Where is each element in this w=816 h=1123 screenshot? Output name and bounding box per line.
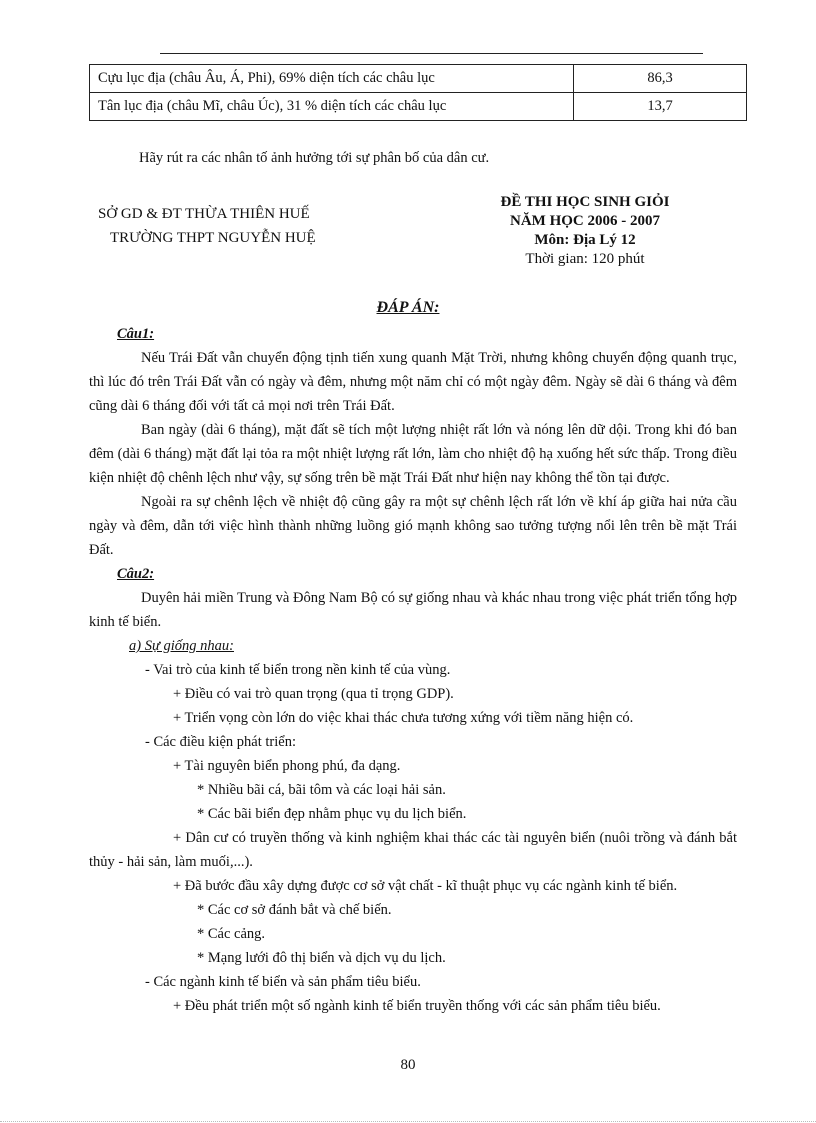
table-cell-value: 86,3 (574, 65, 747, 93)
list-item: + Dân cư có truyền thống và kinh nghiệm khai thác các tài nguyên biển (nuôi trồng và đánh bắt thủy - hải sản, làm muối,...). (89, 830, 737, 870)
school-name: TRƯỜNG THPT NGUYỄN HUỆ (110, 230, 316, 246)
paragraph: Ngoài ra sự chênh lệch về nhiệt độ cũng gây ra một sự chênh lệch rất lớn về khí áp giữa hai nửa cầu ngày và đêm, dẫn tới việc hình thành những luồng gió mạnh không sao tưởng tượng nổi lên trên bề mặt Trái Đất. (89, 494, 737, 558)
list-item: + Đều phát triển một số ngành kinh tế biển truyền thống với các sản phẩm tiêu biểu. (173, 998, 661, 1014)
list-item: + Đã bước đầu xây dựng được cơ sở vật chất - kĩ thuật phục vụ các ngành kinh tế biển. (173, 878, 678, 894)
list-item: + Điều có vai trò quan trọng (qua tỉ trọng GDP). (173, 686, 454, 702)
list-item: * Các cảng. (197, 926, 266, 942)
table-cell-label: Tân lục địa (châu Mĩ, châu Úc), 31 % diện tích các châu lục (90, 93, 574, 121)
header-left (98, 202, 316, 250)
exam-subject: Môn: Địa Lý 12 (534, 232, 636, 248)
answer-body (89, 322, 737, 1018)
subsection-a-heading: a) Sự giống nhau: (129, 638, 234, 654)
question-prompt: Hãy rút ra các nhân tố ảnh hưởng tới sự phân bố của dân cư. (139, 150, 490, 166)
list-item: * Các cơ sở đánh bắt và chế biến. (197, 902, 392, 918)
top-rule (160, 53, 703, 54)
table-cell-value: 13,7 (574, 93, 747, 121)
paragraph: Ban ngày (dài 6 tháng), mặt đất sẽ tích một lượng nhiệt rất lớn và nóng lên dữ dội. Trong khi đó ban đêm (dài 6 tháng) mặt đất lại tỏa ra một nhiệt lượng rất lớn, làm cho nhiệt độ hạ xuống hết sức thấp. Trong điều kiện nhiệt độ chênh lệch như vậy, sự sống trên bề mặt Trái Đất như hiện nay không thể tồn tại được. (89, 422, 737, 486)
list-item: * Mạng lưới đô thị biển và dịch vụ du lịch. (197, 950, 446, 966)
header-right (470, 193, 700, 269)
list-item: * Các bãi biển đẹp nhằm phục vụ du lịch biển. (197, 806, 467, 822)
page-number: 80 (400, 1057, 416, 1073)
exam-title: ĐỀ THI HỌC SINH GIỎI (500, 194, 670, 210)
answer-title: ĐÁP ÁN: (376, 299, 440, 316)
paragraph: Nếu Trái Đất vẫn chuyển động tịnh tiến xung quanh Mặt Trời, nhưng không chuyển động quanh trục, thì lúc đó trên Trái Đất vẫn có ngày và đêm, nhưng một năm chỉ có một ngày đêm. Ngày sẽ dài 6 tháng và đêm cũng dài 6 tháng đối với tất cả mọi nơi trên Trái Đất. (89, 350, 737, 414)
department-name: SỞ GD & ĐT THỪA THIÊN HUẾ (98, 206, 310, 222)
question-1-label: Câu1: (117, 326, 155, 342)
table-row (90, 93, 747, 121)
data-table (89, 64, 747, 121)
list-item: - Vai trò của kinh tế biển trong nền kinh tế của vùng. (145, 662, 451, 678)
list-item: + Tài nguyên biển phong phú, đa dạng. (173, 758, 401, 774)
paragraph: Duyên hải miền Trung và Đông Nam Bộ có sự giống nhau và khác nhau trong việc phát triển tổng hợp kinh tế biển. (89, 590, 737, 630)
exam-time: Thời gian: 120 phút (525, 251, 645, 267)
bullet-list (89, 658, 737, 1018)
list-item: - Các điều kiện phát triển: (145, 734, 296, 750)
question-2-label: Câu2: (117, 566, 155, 582)
list-item: - Các ngành kinh tế biển và sản phẩm tiêu biểu. (145, 974, 421, 990)
table-cell-label: Cựu lục địa (châu Âu, Á, Phi), 69% diện tích các châu lục (90, 65, 574, 93)
list-item: * Nhiều bãi cá, bãi tôm và các loại hải sản. (197, 782, 446, 798)
list-item: + Triển vọng còn lớn do việc khai thác chưa tương xứng với tiềm năng hiện có. (173, 710, 634, 726)
table-row (90, 65, 747, 93)
page-bottom-border (0, 1121, 816, 1122)
exam-year: NĂM HỌC 2006 - 2007 (510, 213, 660, 229)
